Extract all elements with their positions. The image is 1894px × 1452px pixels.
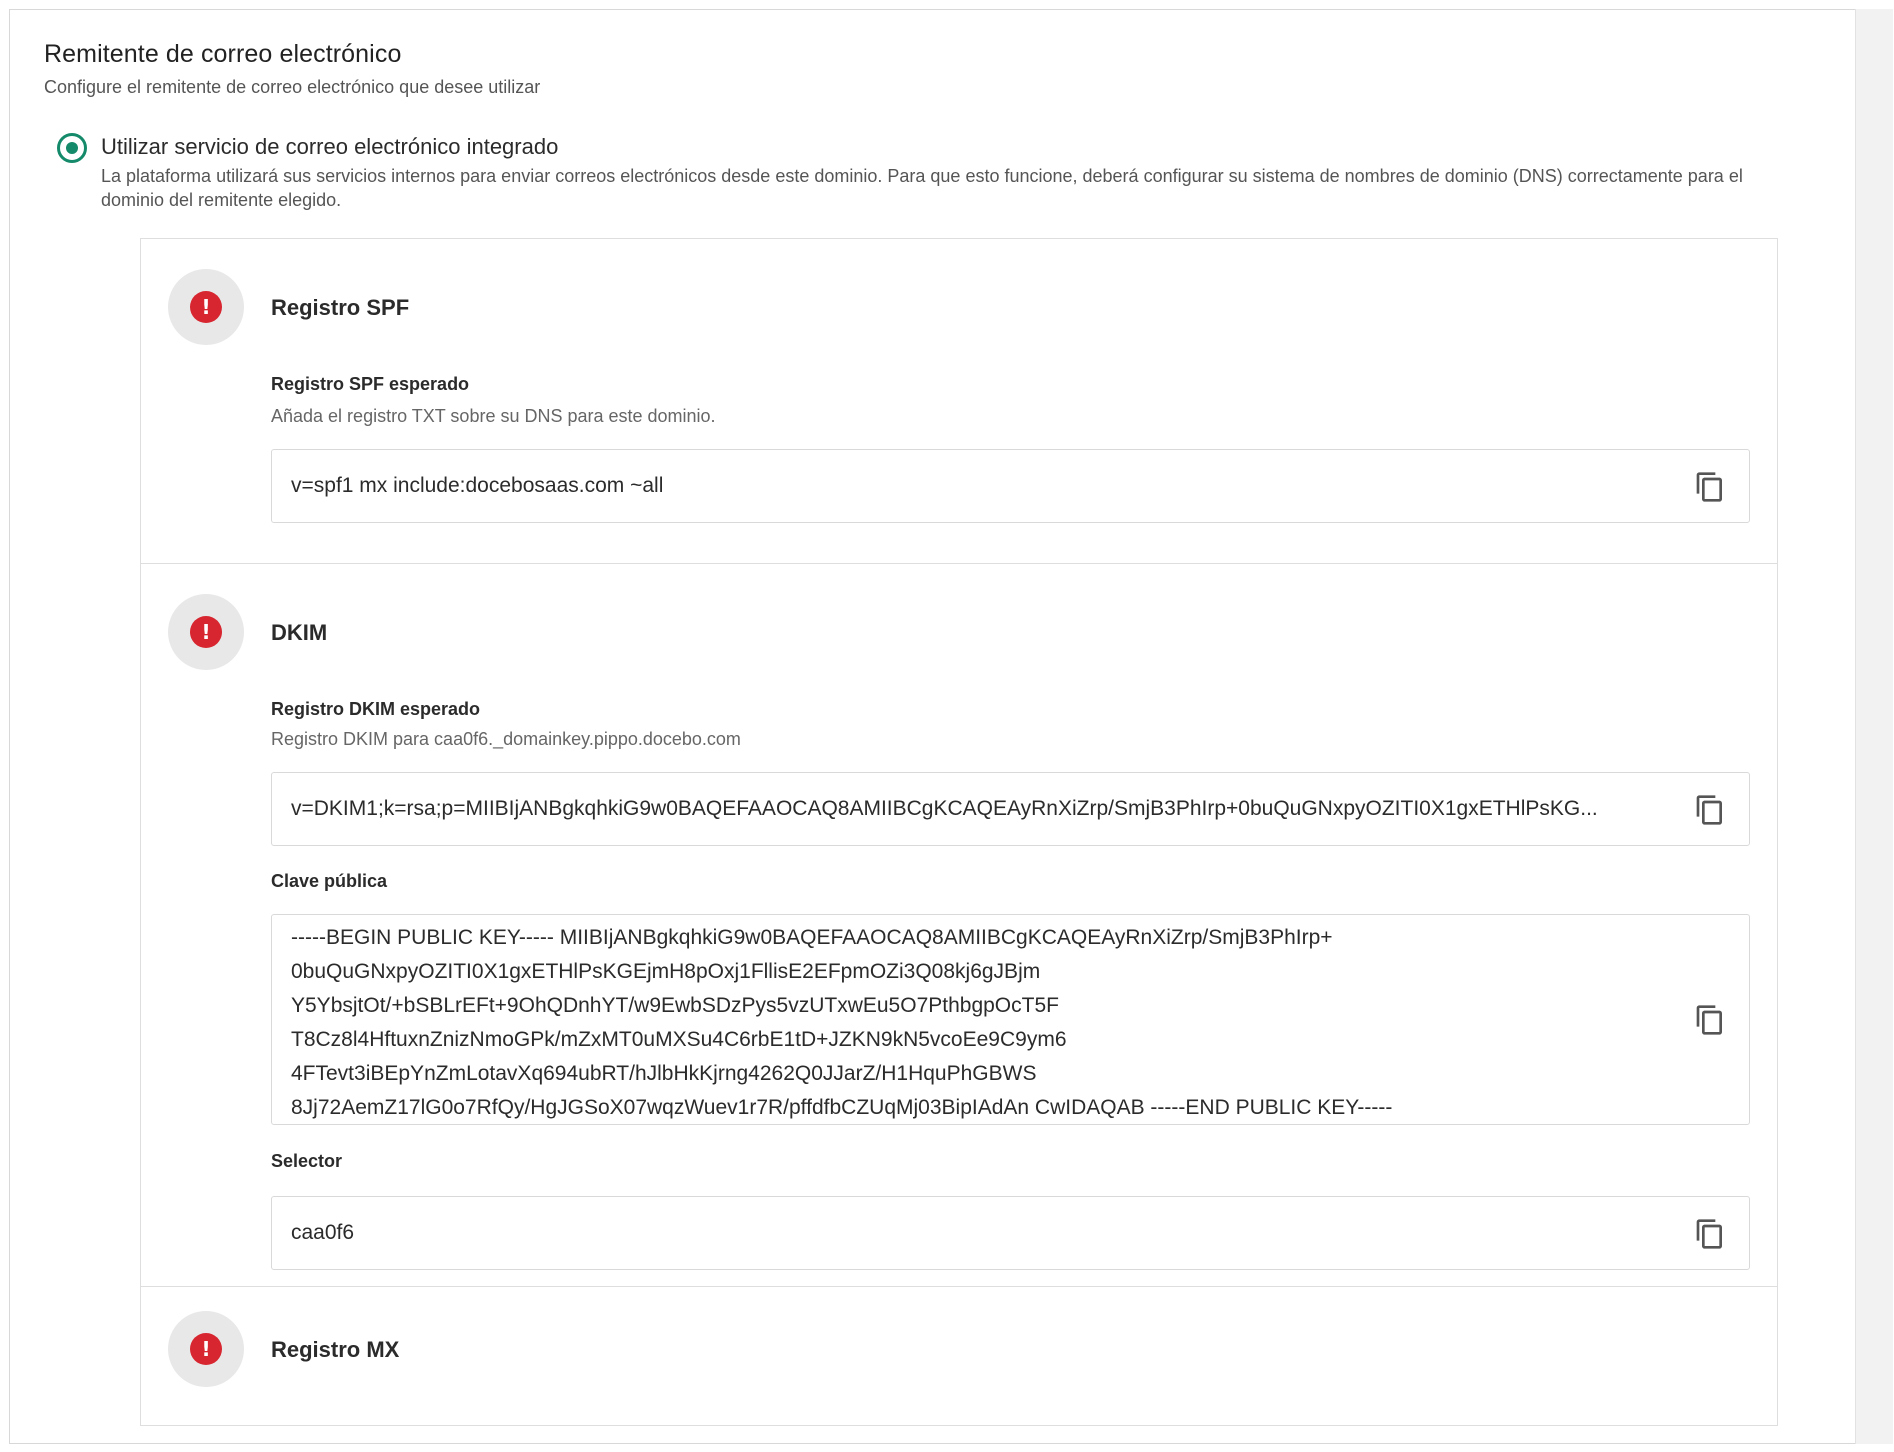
spf-title: Registro SPF	[271, 295, 410, 320]
spf-record	[141, 239, 1777, 567]
copy-icon[interactable]	[1694, 1218, 1726, 1250]
integrated-service-description: La plataforma utilizará sus servicios internos para enviar correos electrónicos desde este dominio. Para que esto funcione, deberá configurar su sistema de nombres de dominio (DNS) correctamente para el dominio del remitente elegido.	[101, 166, 1743, 210]
public-key-label: Clave pública	[271, 871, 388, 891]
error-icon: !	[190, 616, 222, 648]
public-key-line: 8Jj72AemZ17lG0o7RfQy/HgJGSoX07wqzWuev1r7R/pffdfbCZUqMj03BipIAdAn CwIDAQAB -----END PUBLIC KEY-----	[291, 1096, 1393, 1119]
public-key-line: -----BEGIN PUBLIC KEY----- MIIBIjANBgkqhkiG9w0BAQEFAAOCAQ8AMIIBCgKCAQEAyRnXiZrp/SmjB3PhIrp+	[291, 926, 1333, 949]
mx-status	[168, 1311, 244, 1387]
section-title: Remitente de correo electrónico	[44, 40, 402, 68]
dkim-title: DKIM	[271, 620, 328, 645]
error-icon: !	[190, 291, 222, 323]
section-subtitle: Configure el remitente de correo electrónico que desee utilizar	[44, 77, 541, 97]
spf-status	[168, 269, 244, 345]
selector-field[interactable]	[271, 1196, 1750, 1270]
integrated-service-radio[interactable]	[57, 133, 87, 163]
mx-title: Registro MX	[271, 1337, 400, 1362]
public-key-line: T8Cz8l4HftuxnZnizNmoGPk/mZxMT0uMXSu4C6rbE1tD+JZKN9kN5vcoEe9C9ym6	[291, 1028, 1067, 1051]
spf-value: v=spf1 mx include:docebosaas.com ~all	[291, 474, 664, 497]
copy-icon[interactable]	[1694, 794, 1726, 826]
dkim-record-field[interactable]	[271, 772, 1750, 846]
dns-records-box	[140, 238, 1778, 1426]
public-key-line: Y5YbsjtOt/+bSBLrEFt+9OhQDnhYT/w9EwbSDzPys5vzUTxwEu5O7PthbgpOcT5F	[291, 994, 1059, 1017]
copy-icon[interactable]	[1694, 471, 1726, 503]
integrated-service-label[interactable]: Utilizar servicio de correo electrónico integrado	[101, 134, 559, 159]
copy-icon[interactable]	[1694, 1004, 1726, 1036]
spf-field-label: Registro SPF esperado	[271, 374, 470, 394]
selector-value: caa0f6	[291, 1221, 355, 1244]
dkim-record-value: v=DKIM1;k=rsa;p=MIIBIjANBgkqhkiG9w0BAQEFAAOCAQ8AMIIBCgKCAQEAyRnXiZrp/SmjB3PhIrp+0buQuGNxpyOZITI0X1gxETHlPsKG...	[291, 797, 1598, 820]
public-key-line: 4FTevt3iBEpYnZmLotavXq694ubRT/hJlbHkKjrng4262Q0JJarZ/H1HquPhGBWS	[291, 1062, 1037, 1085]
scrollbar[interactable]	[1855, 9, 1893, 1444]
mx-record	[141, 1287, 1777, 1425]
dkim-record-help: Registro DKIM para caa0f6._domainkey.pippo.docebo.com	[271, 729, 741, 749]
error-icon: !	[190, 1333, 222, 1365]
public-key-line: 0buQuGNxpyOZITI0X1gxETHlPsKGEjmH8pOxj1FllisE2EFpmOZi3Q08kj6gJBjm	[291, 960, 1041, 983]
spf-field-help: Añada el registro TXT sobre su DNS para este dominio.	[271, 406, 716, 426]
selector-label: Selector	[271, 1151, 343, 1171]
spf-value-field[interactable]	[271, 449, 1750, 523]
dkim-record-label: Registro DKIM esperado	[271, 699, 481, 719]
radio-selected-dot	[66, 142, 78, 154]
dkim-record	[141, 564, 1777, 1286]
dkim-status	[168, 594, 244, 670]
public-key-field[interactable]	[271, 914, 1750, 1125]
public-key-value	[291, 921, 1675, 1120]
